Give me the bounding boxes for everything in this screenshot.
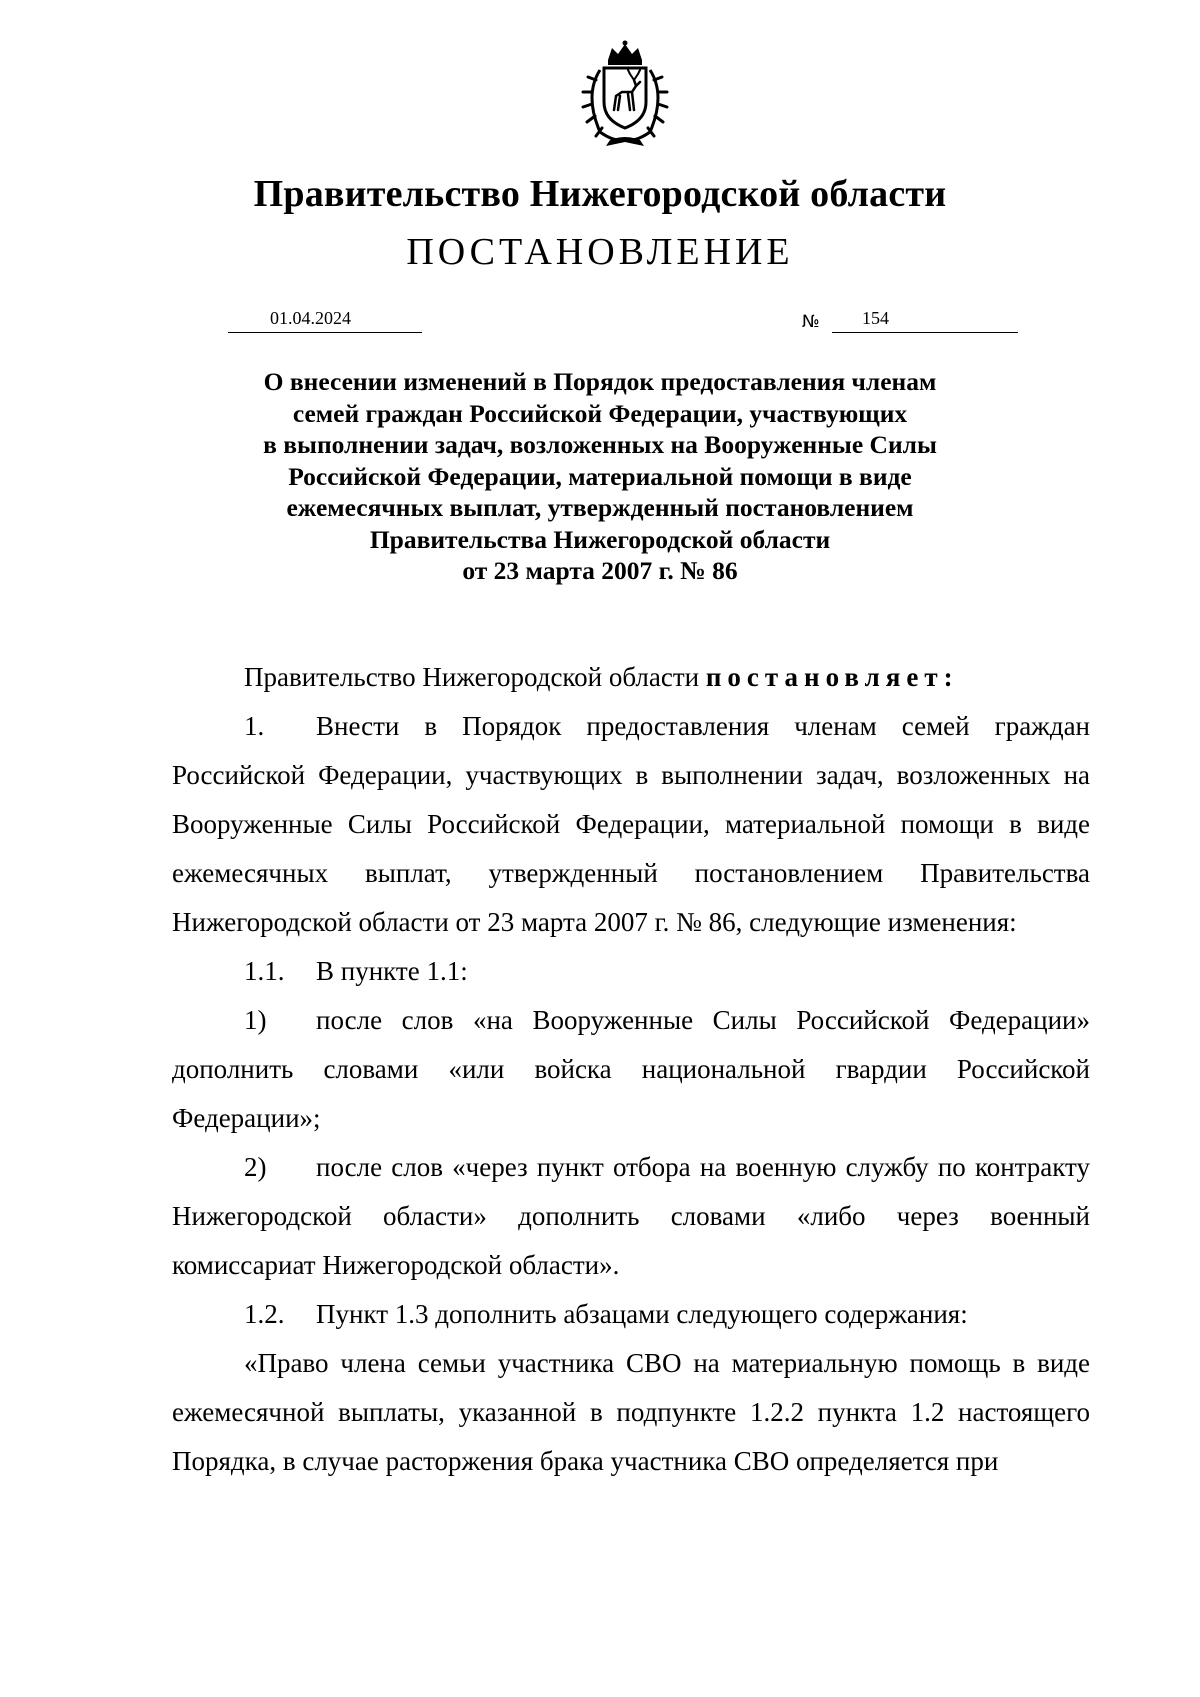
clause-text: Внести в Порядок предоставления членам семей граждан Российской Федерации, участвующих в выполнении задач, возложенных на Вооруженные Силы Российской Федерации, материальной помощи в виде ежемесячных выплат, утвержденный постановлением Правительства Нижегородской области от 23 марта 2007 г. № 86, следующие изменения:	[172, 711, 1090, 937]
clause-1	[172, 702, 1090, 947]
number-sign: №	[802, 312, 820, 332]
subject-line: Правительства Нижегородской области	[369, 524, 831, 554]
subject-line: от 23 марта 2007 г. № 86	[462, 556, 738, 585]
subclause-1	[172, 996, 1090, 1143]
nizhny-novgorod-coat-of-arms-icon	[570, 40, 680, 150]
clause-number: 1)	[244, 1005, 267, 1035]
clause-1-2	[172, 1290, 1090, 1339]
document-date: 01.04.2024	[228, 307, 422, 333]
government-title: Правительство Нижегородской области	[253, 173, 947, 215]
document-subject	[0, 366, 1200, 587]
clause-text: В пункте 1.1:	[316, 956, 468, 986]
document-type: ПОСТАНОВЛЕНИЕ	[406, 231, 794, 273]
clause-text: после слов «на Вооруженные Силы Российской Федерации» дополнить словами «или войска национальной гвардии Российской Федерации»;	[172, 1005, 1090, 1133]
clause-1-1	[172, 947, 1090, 996]
subject-line: ежемесячных выплат, утвержденный постановлением	[286, 493, 914, 522]
document-body	[172, 653, 1090, 1486]
clause-number: 1.1.	[244, 956, 285, 986]
quoted-paragraph: «Право члена семьи участника СВО на материальную помощь в виде ежемесячной выплаты, указанной в подпункте 1.2.2 пункта 1.2 настоящего Порядка, в случае расторжения брака участника СВО определяется при	[172, 1348, 1090, 1476]
decree-word: постановляет:	[705, 662, 959, 692]
clause-text: после слов «через пункт отбора на военную службу по контракту Нижегородской области» дополнить словами «либо через военный комиссариат Нижегородской области».	[172, 1152, 1090, 1280]
clause-number: 2)	[244, 1152, 267, 1182]
subject-line: в выполнении задач, возложенных на Вооруженные Силы	[263, 430, 937, 459]
subclause-2	[172, 1143, 1090, 1290]
clause-number: 1.2.	[244, 1299, 285, 1329]
preamble-text: Правительство Нижегородской области	[244, 662, 706, 692]
subject-line: семей граждан Российской Федерации, участвующих	[292, 398, 908, 428]
subject-line: Российской Федерации, материальной помощи в виде	[288, 461, 912, 491]
clause-text: Пункт 1.3 дополнить абзацами следующего содержания:	[316, 1299, 968, 1329]
document-number: 154	[832, 307, 1018, 333]
preamble	[172, 653, 1090, 702]
clause-number: 1.	[244, 711, 265, 741]
subject-line: О внесении изменений в Порядок предоставления членам	[263, 367, 937, 396]
